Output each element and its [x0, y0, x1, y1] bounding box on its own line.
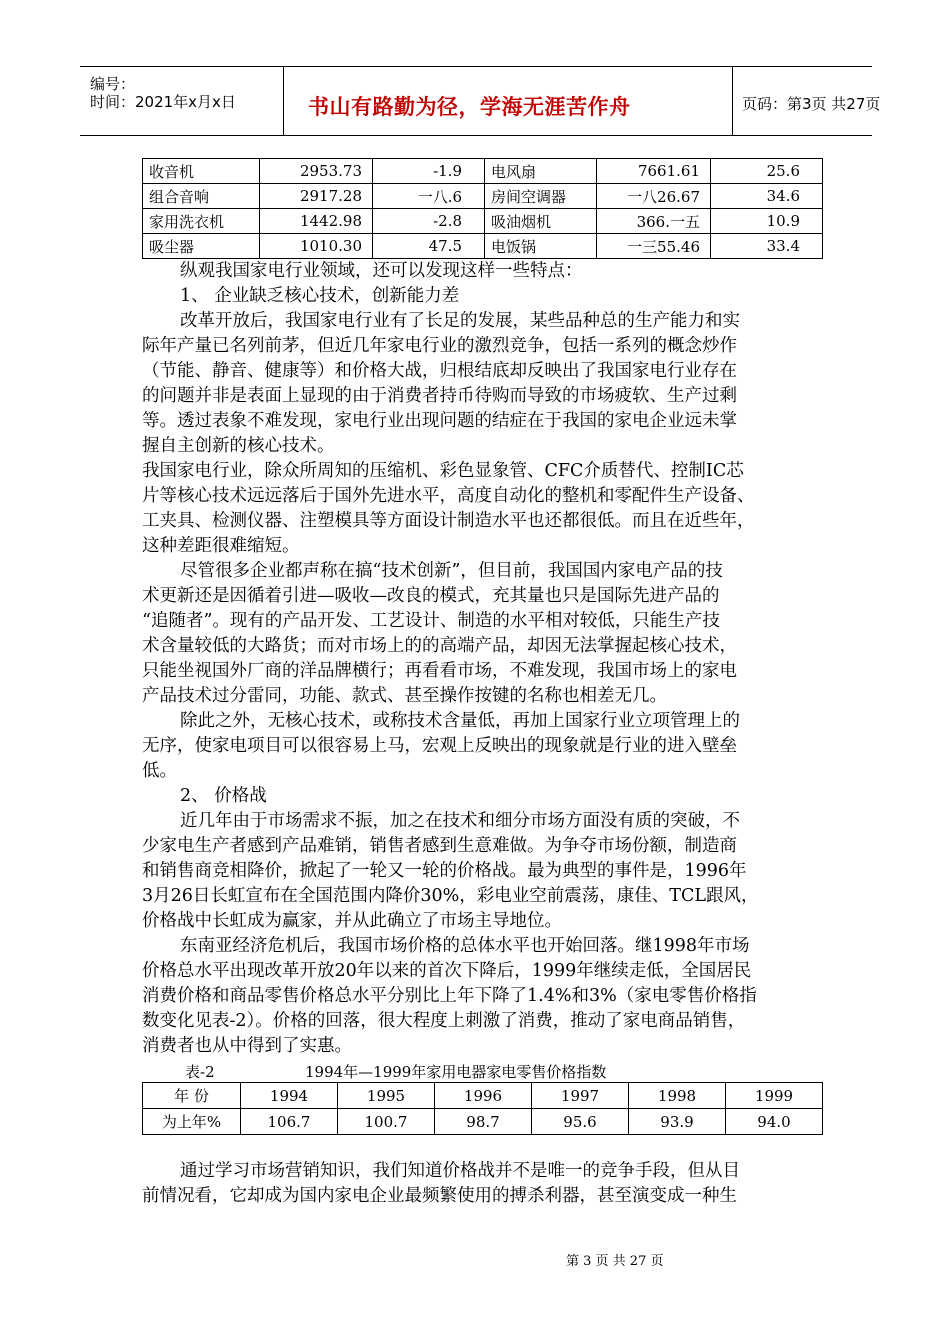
- table-cell: 106.7: [241, 1109, 338, 1135]
- time-label: 时间：2021年x月x日: [90, 93, 236, 111]
- paragraph-line: 等。透过表象不难发现，家电行业出现问题的结症在于我国的家电企业远未掌: [142, 411, 737, 431]
- paragraph-line: 无序，使家电项目可以很容易上马，宏观上反映出的现象就是行业的进入壁垒: [142, 736, 737, 756]
- paragraph-line: 3月26日长虹宣布在全国范围内降价30%，彩电业空前震荡，康佳、TCL跟风，: [142, 886, 759, 906]
- table-row: [143, 184, 823, 209]
- paragraph-line: 尽管很多企业都声称在搞“技术创新”，但目前，我国国内家电产品的技: [180, 561, 723, 581]
- paragraph-line: 片等核心技术远远落后于国外先进水平，高度自动化的整机和零配件生产设备、: [142, 486, 755, 506]
- table-row: [143, 159, 823, 184]
- table-cell: 47.5: [373, 234, 485, 259]
- table-cell: 1442.98: [260, 209, 373, 234]
- appliance-table: [142, 158, 823, 259]
- table-cell: 1996: [435, 1083, 532, 1109]
- table-cell: 34.6: [711, 184, 823, 209]
- section-heading-2: 2、 价格战: [180, 786, 267, 806]
- header-left-cell: [80, 67, 282, 135]
- paragraph-line: 际年产量已名列前茅，但近几年家电行业的激烈竞争，包括一系列的概念炒作: [142, 336, 737, 356]
- motto-text: 书山有路勤为径，学海无涯苦作舟: [308, 94, 631, 119]
- paragraph-line: 的问题并非是表面上显现的由于消费者持币待购而导致的市场疲软、生产过剩: [142, 386, 737, 406]
- paragraph-line: 产品技术过分雷同，功能、款式、甚至操作按键的名称也相差无几。: [142, 686, 667, 706]
- table-row: [143, 1109, 823, 1135]
- table-row: [143, 234, 823, 259]
- table-cell: 1999: [726, 1083, 823, 1109]
- table-cell: 95.6: [532, 1109, 629, 1135]
- paragraph-line: 握自主创新的核心技术。: [142, 436, 335, 456]
- table-cell: 10.9: [711, 209, 823, 234]
- table-cell: 吸油烟机: [485, 209, 597, 234]
- table-cell: 1994: [241, 1083, 338, 1109]
- price-index-table: [142, 1082, 823, 1135]
- table-cell: 2917.28: [260, 184, 373, 209]
- table-cell: 房间空调器: [485, 184, 597, 209]
- section-heading-1: 1、 企业缺乏核心技术，创新能力差: [180, 286, 460, 306]
- paragraph-line: 价格战中长虹成为赢家，并从此确立了市场主导地位。: [142, 911, 562, 931]
- table-cell: 94.0: [726, 1109, 823, 1135]
- paragraph-line: 近几年由于市场需求不振，加之在技术和细分市场方面没有质的突破，不: [180, 811, 740, 831]
- table-cell: 电饭锅: [485, 234, 597, 259]
- paragraph-line: 这种差距很难缩短。: [142, 536, 300, 556]
- table-cell: -1.9: [373, 159, 485, 184]
- table2-title: 1994年—1999年家用电器家电零售价格指数: [305, 1063, 607, 1081]
- paragraph-line: 工夹具、检测仪器、注塑模具等方面设计制造水平也还都很低。而且在近些年，: [142, 511, 755, 531]
- table-cell: 7661.61: [597, 159, 711, 184]
- table-cell: 100.7: [338, 1109, 435, 1135]
- paragraph-line: 东南亚经济危机后，我国市场价格的总体水平也开始回落。继1998年市场: [180, 936, 750, 956]
- table-cell: 33.4: [711, 234, 823, 259]
- table-cell: 1997: [532, 1083, 629, 1109]
- table-cell: 366.一五: [597, 209, 711, 234]
- table-cell: 为上年%: [143, 1109, 241, 1135]
- table-cell: 组合音响: [143, 184, 260, 209]
- table-cell: 1998: [629, 1083, 726, 1109]
- table-cell: 98.7: [435, 1109, 532, 1135]
- footer-page-number: 第 3 页 共 27 页: [566, 1254, 664, 1269]
- table-cell: 一三55.46: [597, 234, 711, 259]
- page-header: [80, 66, 881, 136]
- table-cell: 一八.6: [373, 184, 485, 209]
- paragraph-line: 术更新还是因循着引进—吸收—改良的模式，充其量也只是国际先进产品的: [142, 586, 720, 606]
- table2-label: 表-2: [185, 1063, 215, 1081]
- page-info: 页码：第3页 共27页: [742, 95, 881, 113]
- paragraph-line: 和销售商竞相降价，掀起了一轮又一轮的价格战。最为典型的事件是，1996年: [142, 861, 747, 881]
- number-label: 编号：: [90, 75, 136, 93]
- table-header-row: [143, 1083, 823, 1109]
- header-motto-cell: [283, 67, 733, 135]
- table-cell: 收音机: [143, 159, 260, 184]
- paragraph-line: “追随者”。现有的产品开发、工艺设计、制造的水平相对较低，只能生产技: [142, 611, 720, 631]
- table-cell: 年 份: [143, 1083, 241, 1109]
- paragraph-line: 只能坐视国外厂商的洋品牌横行；再看看市场，不难发现，我国市场上的家电: [142, 661, 737, 681]
- table-cell: 吸尘器: [143, 234, 260, 259]
- header-right-cell: [732, 67, 881, 135]
- table-cell: 电风扇: [485, 159, 597, 184]
- paragraph-line: 消费价格和商品零售价格总水平分别比上年下降了1.4%和3%（家电零售价格指: [142, 986, 757, 1006]
- table-row: [143, 209, 823, 234]
- paragraph-line: 前情况看，它却成为国内家电企业最频繁使用的搏杀利器，甚至演变成一种生: [142, 1186, 737, 1206]
- table-cell: 2953.73: [260, 159, 373, 184]
- paragraph-line: 低。: [142, 761, 177, 781]
- paragraph-line: 我国家电行业，除众所周知的压缩机、彩色显象管、CFC介质替代、控制IC芯: [142, 461, 744, 481]
- table-cell: 25.6: [711, 159, 823, 184]
- paragraph-line: 价格总水平出现改革开放20年以来的首次下降后，1999年继续走低，全国居民: [142, 961, 752, 981]
- paragraph-line: 除此之外，无核心技术，或称技术含量低，再加上国家行业立项管理上的: [180, 711, 740, 731]
- table-cell: 家用洗衣机: [143, 209, 260, 234]
- paragraph-line: 术含量较低的大路货；而对市场上的的高端产品，却因无法掌握起核心技术，: [142, 636, 737, 656]
- table-cell: 一八26.67: [597, 184, 711, 209]
- paragraph-line: （节能、静音、健康等）和价格大战，归根结底却反映出了我国家电行业存在: [142, 361, 737, 381]
- paragraph-line: 少家电生产者感到产品难销，销售者感到生意难做。为争夺市场份额，制造商: [142, 836, 737, 856]
- table-cell: 93.9: [629, 1109, 726, 1135]
- paragraph-line: 改革开放后，我国家电行业有了长足的发展，某些品种总的生产能力和实: [180, 311, 740, 331]
- table-cell: -2.8: [373, 209, 485, 234]
- paragraph-line: 通过学习市场营销知识，我们知道价格战并不是唯一的竞争手段，但从目: [180, 1161, 740, 1181]
- table-cell: 1995: [338, 1083, 435, 1109]
- intro-line: 纵观我国家电行业领域，还可以发现这样一些特点：: [180, 261, 583, 281]
- paragraph-line: 数变化见表-2）。价格的回落，很大程度上刺激了消费，推动了家电商品销售，: [142, 1011, 746, 1031]
- table-cell: 1010.30: [260, 234, 373, 259]
- paragraph-line: 消费者也从中得到了实惠。: [142, 1036, 352, 1056]
